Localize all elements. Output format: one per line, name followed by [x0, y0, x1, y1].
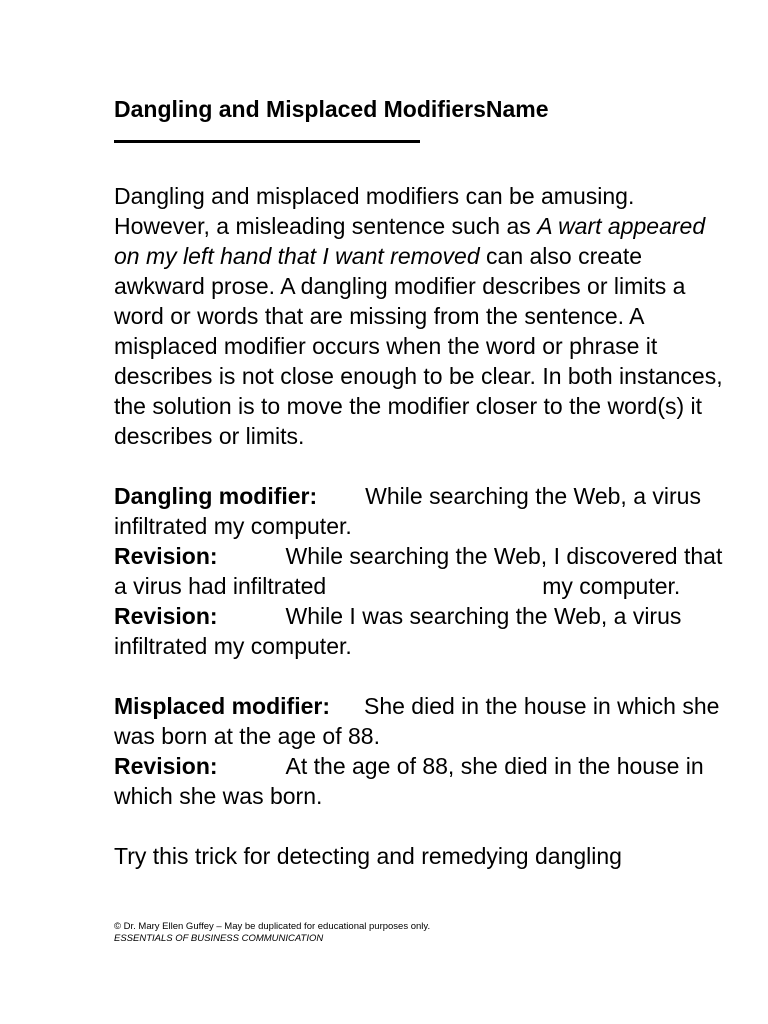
intro-text-1: Dangling and misplaced modifiers can be amusing. However, a misleading sentence such as: [114, 183, 635, 239]
misplaced-text: She died in the house in which she was born at the age of 88.: [114, 693, 720, 749]
page-title: Dangling and Misplaced ModifiersName: [114, 96, 549, 122]
dangling-label: Dangling modifier:: [114, 483, 318, 509]
book-title: ESSENTIALS OF BUSINESS COMMUNICATION: [114, 933, 324, 944]
revision-text-continued: my computer.: [542, 573, 681, 599]
revision-label: Revision:: [114, 753, 218, 779]
intro-example: A wart appeared on my left hand that I want removed: [114, 213, 706, 269]
revision-label: Revision:: [114, 543, 218, 569]
intro-paragraph: [114, 181, 734, 451]
revision-text: While I was searching the Web, a virus infiltrated my computer.: [114, 603, 682, 659]
intro-text-2: can also create awkward prose. A dangling modifier describes or limits a word or words that are missing from the sentence. A misplaced modifier occurs when the word or phrase it describes is not close enough to be clear. In both instances, the solution is to move the modifier closer to the word(s) it describes or limits.: [114, 243, 723, 449]
revision-text: At the age of 88, she died in the house in which she was born.: [114, 753, 704, 809]
page-footer: [114, 921, 430, 945]
spacer: [114, 811, 734, 841]
dangling-example: [114, 481, 734, 541]
spacer: [114, 661, 734, 691]
name-blank-line: [114, 140, 420, 143]
misplaced-revision: [114, 751, 734, 811]
title-block: [114, 94, 549, 143]
revision-text: While searching the Web, I discovered that a virus had infiltrated: [114, 543, 723, 599]
dangling-revision-2: [114, 601, 734, 661]
dangling-revision-1: [114, 541, 734, 601]
trick-paragraph: Try this trick for detecting and remedying dangling: [114, 843, 622, 869]
document-body: [114, 181, 734, 871]
copyright-notice: © Dr. Mary Ellen Guffey – May be duplicated for educational purposes only.: [114, 921, 431, 932]
spacer: [114, 451, 734, 481]
misplaced-example: [114, 691, 734, 751]
dangling-text: While searching the Web, a virus infiltrated my computer.: [114, 483, 701, 539]
misplaced-label: Misplaced modifier:: [114, 693, 330, 719]
revision-label: Revision:: [114, 603, 218, 629]
